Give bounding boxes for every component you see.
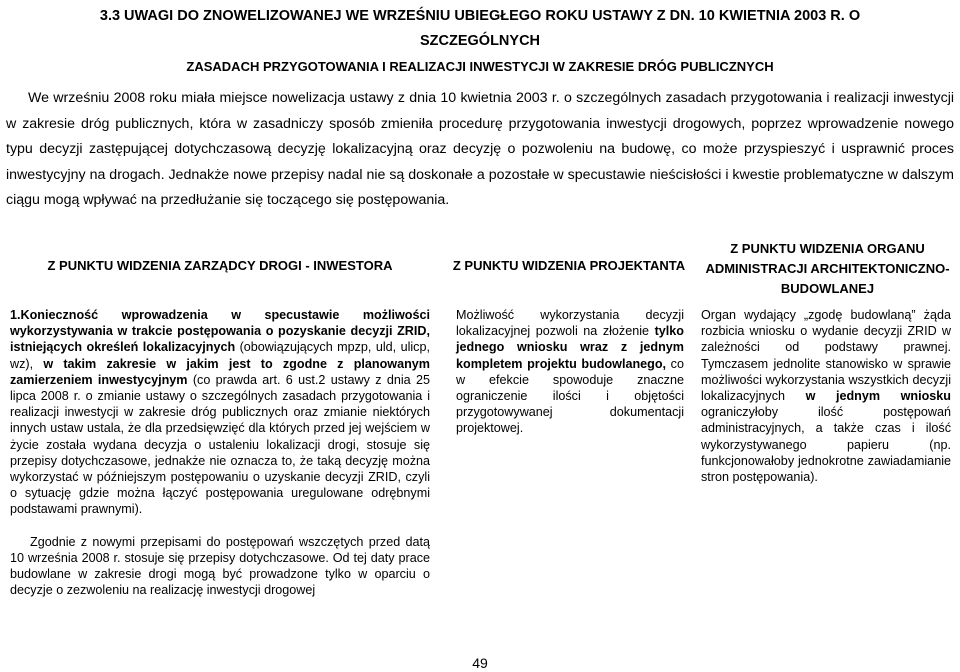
authority-paragraph <box>701 307 951 485</box>
column-designer <box>456 307 684 437</box>
column-header-investor: Z PUNKTU WIDZENIA ZARZĄDCY DROGI - INWESTORA <box>47 258 393 273</box>
investor-point-1-bold-b: w takim zakresie w jakim jest to zgodne z planowanym zamierzeniem inwestycyjnym <box>10 356 430 387</box>
designer-text-a: Możliwość wykorzystania decyzji lokalizacyjnej pozwoli na złożenie <box>456 308 684 339</box>
authority-text-a: Organ wydający „zgodę budowlaną” żąda rozbicia wniosku o wydanie decyzji ZRID w zależności od podstawy prawnej. Tymczasem jednolite stanowisko w sprawie możliwości wykorzystania wszystkich decyzji lokalizacyjnych <box>701 308 951 404</box>
page-number: 49 <box>472 655 488 671</box>
authority-bold: w jednym wniosku <box>805 389 951 404</box>
designer-bold: tylko jednego wniosku wraz z jednym kompletem projektu budowlanego, <box>456 324 684 371</box>
section-heading <box>60 4 900 79</box>
column-header-designer: Z PUNKTU WIDZENIA PROJEKTANTA <box>452 258 686 273</box>
section-heading-line-1: 3.3 UWAGI DO ZNOWELIZOWANEJ WE WRZEŚNIU UBIEGŁEGO ROKU USTAWY Z DN. 10 KWIETNIA 2003 R. O SZCZEGÓLNYCH <box>99 8 861 49</box>
investor-point-1-text-b: (co prawda art. 6 ust.2 ustawy z dnia 25 lipca 2008 r. o zmianie ustawy o szczególnych zasadach przygotowania i realizacji inwestycji w zakresie dróg publicznych oraz zmianie niektórych innych ustaw ustala, że dla przedsięwzięć dla których przed jej wejściem w życie została wydana decyzja o ustaleniu lokalizacji drogi, stosuje się przepisy dotychczasowe, jednakże nie oznacza to, że taką decyzję można wykorzystać w późniejszym postępowaniu o uzyskanie decyzji ZRID, czyli o sytuację gdzie można łączyć postępowania uregulowane odrębnymi podstawami prawnymi). <box>10 372 430 517</box>
investor-point-1 <box>10 307 430 518</box>
column-investor <box>10 307 430 598</box>
column-authority <box>701 307 951 485</box>
intro-paragraph <box>6 86 954 214</box>
investor-paragraph-2: Zgodnie z nowymi przepisami do postępowań wszczętych przed datą 10 września 2008 r. stosuje się przepisy dotychczasowe. Od tej daty prace budowlane w zakresie drogi mogą być prowadzone tylko w oparciu o decyzje o zezwoleniu na realizację inwestycji drogowej <box>10 534 430 598</box>
section-heading-line-2: ZASADACH PRZYGOTOWANIA I REALIZACJI INWESTYCJI W ZAKRESIE DRÓG PUBLICZNYCH <box>186 59 774 74</box>
column-header-authority: Z PUNKTU WIDZENIA ORGANU ADMINISTRACJI ARCHITEKTONICZNO-BUDOWLANEJ <box>705 241 950 296</box>
designer-paragraph <box>456 307 684 437</box>
designer-text-b: co w efekcie spowoduje znaczne ograniczenie ilości i objętości przygotowywanej dokumentacji projektowej. <box>456 356 684 436</box>
intro-text: We wrześniu 2008 roku miała miejsce nowelizacja ustawy z dnia 10 kwietnia 2003 r. o szczególnych zasadach przygotowania i realizacji inwestycji w zakresie dróg publicznych, która w zasadniczy sposób zmieniła procedurę przygotowania inwestycji drogowych, poprzez wprowadzenie nowego typu decyzji zastępującej dotychczasową decyzję lokalizacyjną oraz decyzję o pozwoleniu na budowę, co może przyspieszyć i usprawnić proces inwestycyjny na drogach. Jednakże nowe przepisy nadal nie są doskonałe a pozostałe w specustawie nieścisłości i kwestie problematyczne w dalszym ciągu mogą wpływać na przedłużanie się toczącego się postępowania. <box>6 90 954 209</box>
authority-text-b: ograniczyłoby ilość postępowań administracyjnych, a także czas i ilość wykorzystywanego papieru (np. funkcjonowałoby jednokrotne zawiadamianie stron postępowania). <box>701 405 951 485</box>
investor-point-1-bold: 1.Konieczność wprowadzenia w specustawie możliwości wykorzystywania w trakcie postępowania o pozyskanie decyzji ZRID, istniejących określeń lokalizacyjnych <box>10 308 430 355</box>
investor-point-1-text-a: (obowiązujących mpzp, uld, ulicp, wz), <box>10 340 430 371</box>
